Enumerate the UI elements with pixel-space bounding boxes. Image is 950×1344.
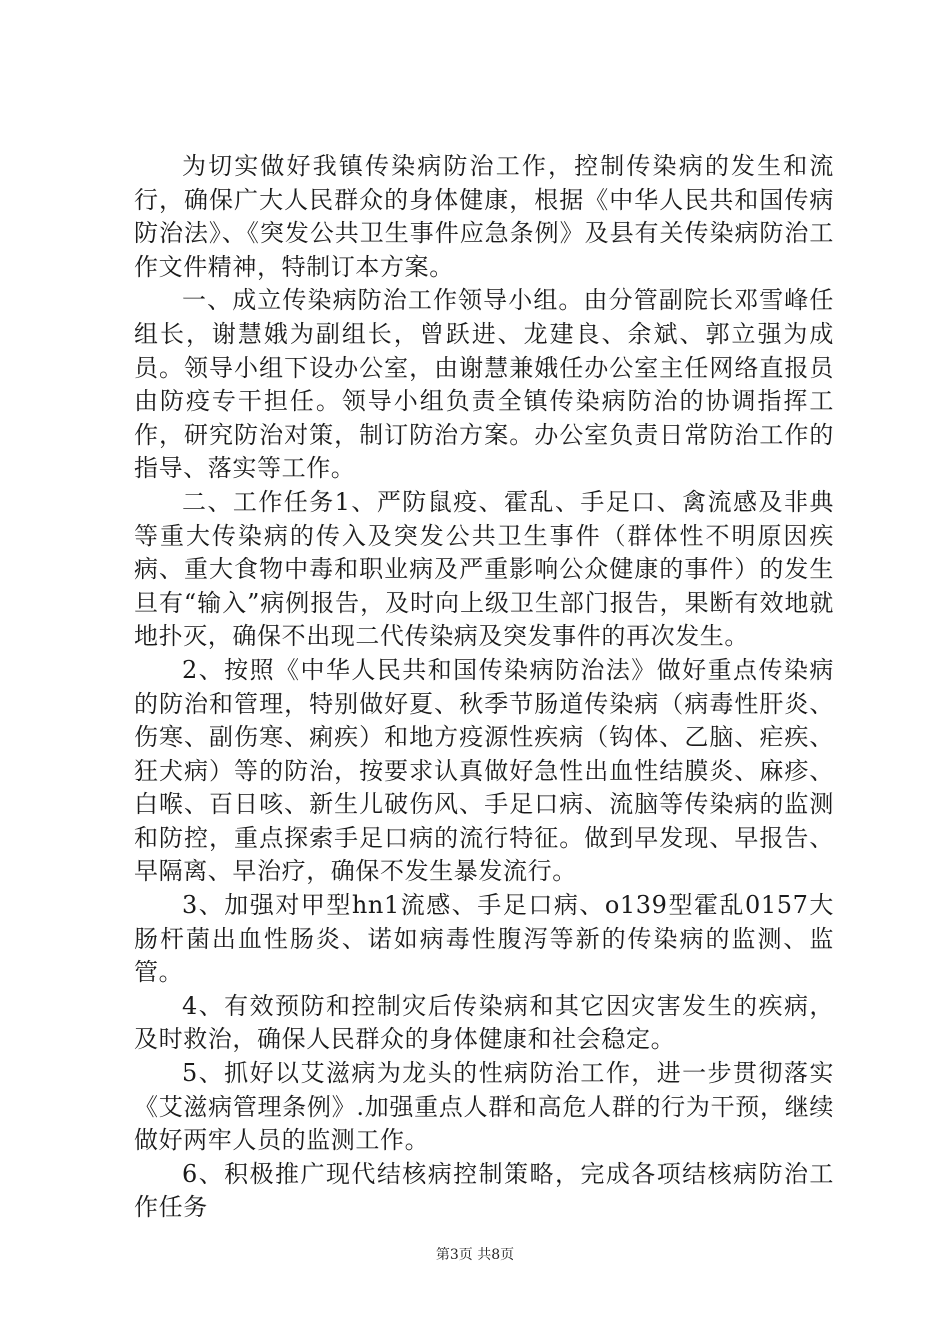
paragraph-intro: 为切实做好我镇传染病防治工作，控制传染病的发生和流行，确保广大人民群众的身体健康，根据《中华人民共和国传病防治法》、《突发公共卫生事件应急条例》及县有关传染病防治工作文件精神，特制订本方案。 — [134, 152, 834, 281]
paragraph-section-1: 一、成立传染病防治工作领导小组。由分管副院长邓雪峰任组长，谢慧娥为副组长，曾跃进、龙建良、余斌、郭立强为成员。领导小组下设办公室，由谢慧兼娥任办公室主任网络直报员由防疫专干担任。领导小组负责全镇传染病防治的协调指挥工作，研究防治对策，制订防治方案。办公室负责日常防治工作的指导、落实等工作。 — [134, 286, 834, 483]
paragraph-item-3: 3、加强对甲型hn1流感、手足口病、o139型霍乱0157大肠杆菌出血性肠炎、诺如病毒性腹泻等新的传染病的监测、监管。 — [134, 891, 834, 987]
document-body — [134, 150, 834, 1225]
paragraph-item-2: 2、按照《中华人民共和国传染病防治法》做好重点传染病的防治和管理，特别做好夏、秋季节肠道传染病（病毒性肝炎、伤寒、副伤寒、痢疾）和地方疫源性疾病（钩体、乙脑、疟疾、狂犬病）等的防治，按要求认真做好急性出血性结膜炎、麻疹、白喉、百日咳、新生儿破伤风、手足口病、流脑等传染病的监测和防控，重点探索手足口病的流行特征。做到早发现、早报告、早隔离、早治疗，确保不发生暴发流行。 — [134, 655, 834, 886]
paragraph-item-4: 4、有效预防和控制灾后传染病和其它因灾害发生的疾病，及时救治，确保人民群众的身体健康和社会稳定。 — [134, 991, 834, 1054]
paragraph-section-2-item-1: 二、工作任务1、严防鼠疫、霍乱、手足口、禽流感及非典等重大传染病的传入及突发公共卫生事件（群体性不明原因疾病、重大食物中毒和职业病及严重影响公众健康的事件）的发生旦有“输入”病例报告，及时向上级卫生部门报告，果断有效地就地扑灭，确保不出现二代传染病及突发事件的再次发生。 — [134, 487, 834, 651]
paragraph-item-6: 6、积极推广现代结核病控制策略，完成各项结核病防治工作任务 — [134, 1159, 834, 1222]
paragraph-item-5: 5、抓好以艾滋病为龙头的性病防治工作，进一步贯彻落实《艾滋病管理条例》.加强重点人群和高危人群的行为干预，继续做好两牢人员的监测工作。 — [134, 1059, 834, 1155]
page-number-footer: 第3页 共8页 — [435, 1247, 515, 1263]
